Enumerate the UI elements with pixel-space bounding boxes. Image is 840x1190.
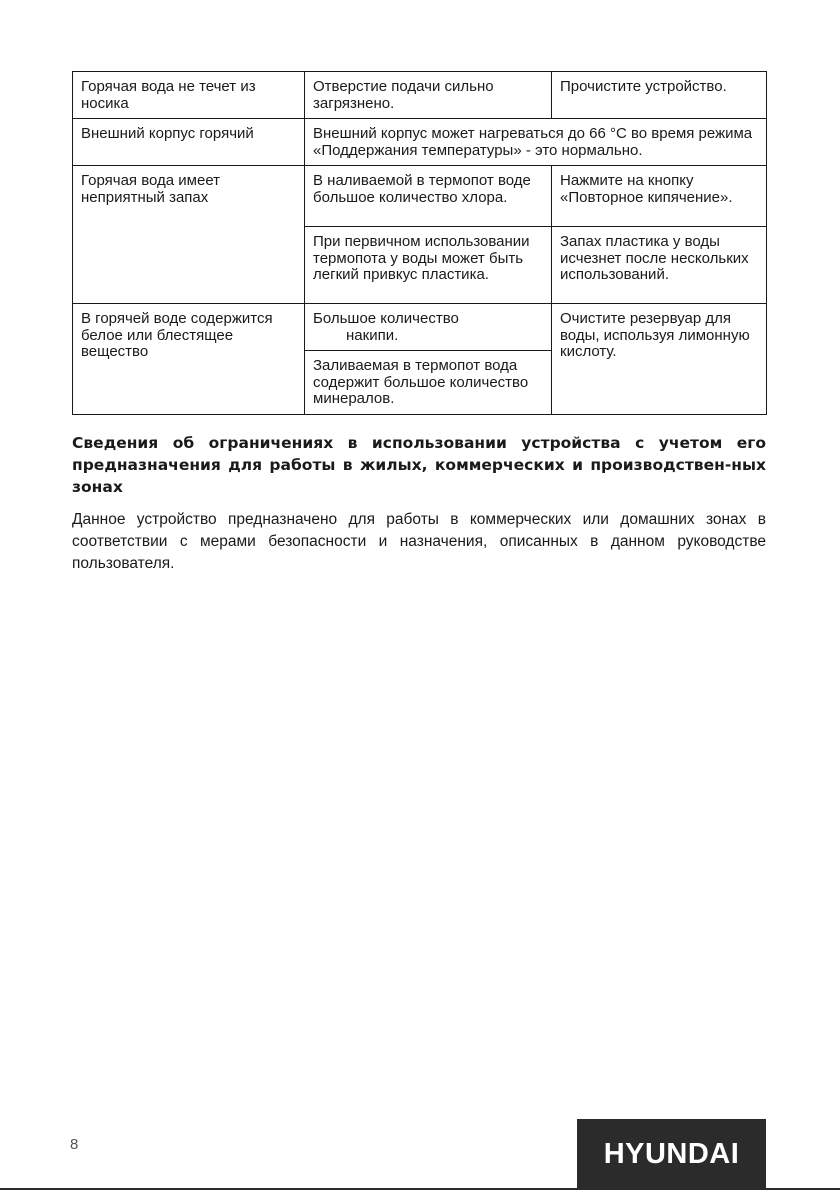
page-number: 8 [70, 1136, 79, 1153]
problem-cell: Горячая вода имеет неприятный запах [73, 166, 305, 304]
problem-cell: Горячая вода не течет из носика [73, 72, 305, 119]
brand-logo: HYUNDAI [577, 1119, 766, 1190]
cause-cell: Отверстие подачи сильно загрязнено. [305, 72, 552, 119]
troubleshooting-table [72, 71, 767, 415]
cause-cell: При первичном использовании термопота у воды может быть легкий привкус пластика. [305, 227, 552, 304]
merged-cell: Внешний корпус может нагреваться до 66 °С во время режима «Поддержания температуры» - это нормально. [305, 119, 767, 166]
cause-line: Большое количество [313, 310, 459, 327]
problem-cell: Внешний корпус горячий [73, 119, 305, 166]
problem-cell: В горячей воде содержится белое или блестящее вещество [73, 304, 305, 415]
solution-cell: Прочистите устройство. [552, 72, 767, 119]
table-row [73, 304, 767, 351]
table-row [73, 119, 767, 166]
cause-cell [305, 304, 552, 351]
section-body: Данное устройство предназначено для работы в коммерческих или домашних зонах в соответствии с мерами безопасности и назначения, описанных в данном руководстве пользователя. [72, 511, 766, 572]
solution-cell: Запах пластика у воды исчезнет после нескольких использований. [552, 227, 767, 304]
solution-cell: Нажмите на кнопку «Повторное кипячение». [552, 166, 767, 227]
cause-cell: В наливаемой в термопот воде большое количество хлора. [305, 166, 552, 227]
section-heading: Сведения об ограничениях в использовании устройства с учетом его предназначения для работы в жилых, коммерческих и производствен-ных зонах [72, 434, 766, 496]
table-row [73, 166, 767, 227]
table-row [73, 72, 767, 119]
cause-line: накипи. [346, 326, 399, 344]
cause-cell: Заливаемая в термопот вода содержит большое количество минералов. [305, 351, 552, 415]
solution-cell: Очистите резервуар для воды, используя лимонную кислоту. [552, 304, 767, 415]
